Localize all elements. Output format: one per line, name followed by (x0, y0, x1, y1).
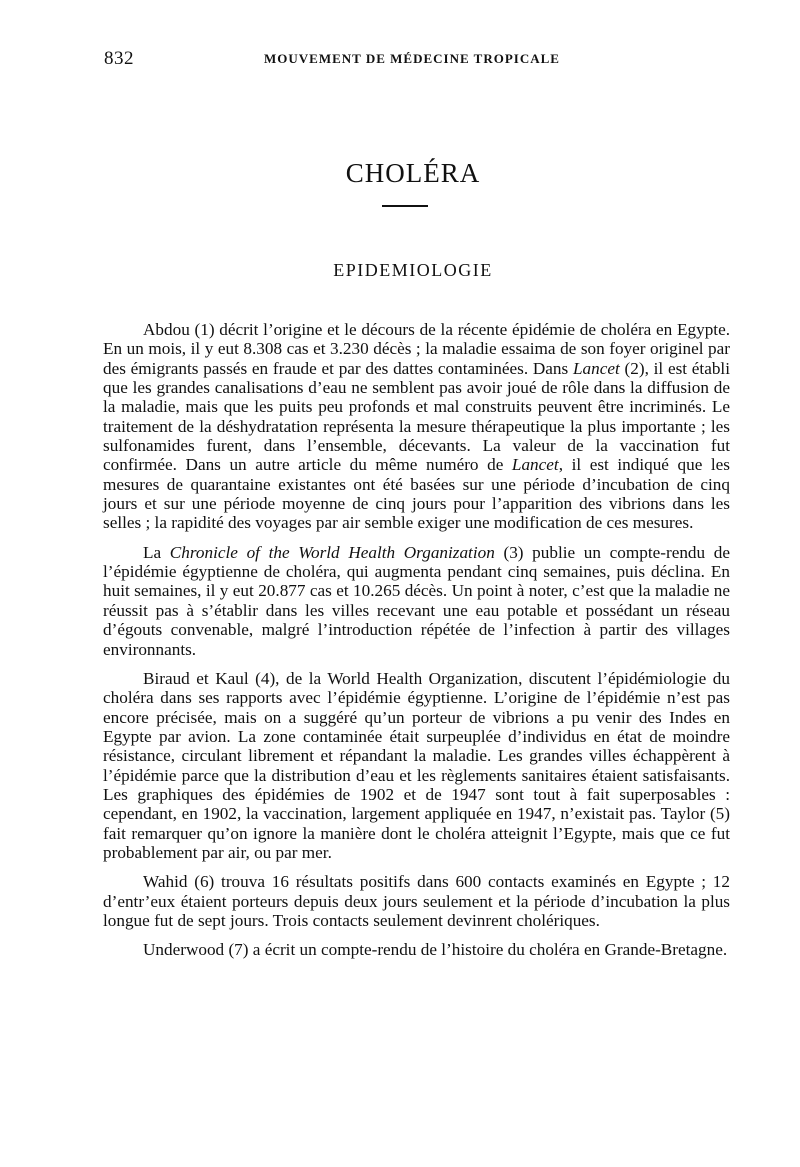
page-number: 832 (104, 48, 134, 69)
paragraph-underwood: Underwood (7) a écrit un compte-rendu de l’histoire du choléra en Grande-Bretagne. (143, 940, 728, 960)
paragraph-biraud: Biraud et Kaul (4), de la World Health Organization, discutent l’épidémiologie du choléra dans ses rapports avec l’épidémie égyptienne. L’origine de l’épidémie n’est pas encore précisée, mais on a suggéré qu’un porteur de vibrions a pu venir des Indes en Egypte par avion. La zone contaminée était surpeuplée d’individus en état de moindre résistance, circulant librement et répandant la maladie. Les grandes villes échappèrent à l’épidémie parce que la distribution d’eau et les règlements sanitaires étaient satisfaisants. Les graphiques des épidémies de 1902 et de 1947 sont tout à fait superposables : cependant, en 1902, la vaccination, largement appliquée en 1947, n’existait pas. Taylor (5) fait remarquer qu’on ignore la manière dont le choléra atteignit l’Egypte, mais que ce fut probablement par air, ou par mer. (103, 668, 730, 862)
journal-title: MOUVEMENT DE MÉDECINE TROPICALE (264, 51, 560, 66)
running-header (104, 48, 764, 72)
article-body (103, 320, 730, 970)
citation-lancet: Lancet (511, 455, 559, 475)
paragraph-abdou: Abdou (1) décrit l’origine et le décours de la récente épidémie de choléra en Egypte. En un mois, il y eut 8.308 cas et 3.230 décès ; la maladie essaima de son foyer originel par des émigrants passés en fraude et par des dattes contaminées. Dans Lancet (2), il est établi que les grandes canalisations d’eau ne semblent pas avoir joué de rôle dans la diffusion de la maladie, mais que les puits peu profonds et mal construits peuvent être incriminés. Le traitement de la déshydratation représenta la mesure thérapeutique la plus importante ; les sulfonamides furent, dans l’ensemble, décevants. La valeur de la vaccination fut confirmée. Dans un autre article du même numéro de Lancet, il est indiqué que les mesures de quarantaine existantes ont été basées sur une période d’incubation de cinq jours et sur une période moyenne de cinq jours pour l’apparition des vibrions dans les selles ; la rapidité des voyages par air semble exiger une modification de ces mesures. (103, 320, 730, 533)
section-title: EPIDEMIOLOGIE (333, 260, 493, 280)
title-divider (382, 205, 428, 207)
citation-chronicle: Chronicle of the World Health Organization (169, 542, 495, 562)
paragraph-chronicle: La Chronicle of the World Health Organization (3) publie un compte-rendu de l’épidémie égyptienne de choléra, qui augmenta pendant cinq semaines, puis déclina. En huit semaines, il y eut 20.877 cas et 10.265 décès. Un point à noter, c’est que la maladie ne réussit pas à s’établir dans les villes recevant une eau potable et possédant un réseau d’égouts convenable, malgré l’introduction répétée de l’infection à partir des villages environnants. (103, 542, 730, 659)
article-title: CHOLÉRA (345, 158, 481, 188)
paragraph-wahid: Wahid (6) trouva 16 résultats positifs dans 600 contacts examinés en Egypte ; 12 d’entr’eux étaient porteurs depuis deux jours seulement et la période d’incubation la plus longue fut de sept jours. Trois contacts seulement devinrent cholériques. (103, 872, 730, 930)
citation-lancet: Lancet (572, 358, 620, 378)
